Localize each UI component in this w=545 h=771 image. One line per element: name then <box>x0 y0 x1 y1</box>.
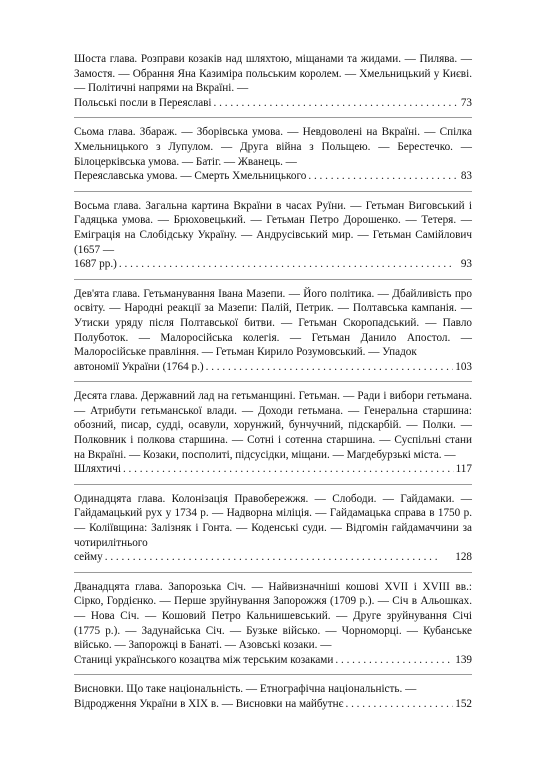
toc-leader-dots <box>206 360 454 375</box>
toc-entry-last-line <box>74 360 472 375</box>
toc-entry-text: Сьома глава. Збараж. — Зборівська умова. — Невдоволені на Вкраїні. — Спілка Хмельницького з Лупулом. — Друга війна з Польщею. — Берестечко. — Білоцерківська умова. — Батіг. — Жванець. — <box>74 126 472 168</box>
toc-entry-chapter-7[interactable] <box>74 125 472 191</box>
toc-leader-dots <box>308 169 458 184</box>
toc-leader-dots <box>119 257 459 272</box>
toc-entry-chapter-8[interactable] <box>74 199 472 280</box>
toc-entry-chapter-12[interactable] <box>74 580 472 676</box>
toc-page-number: 117 <box>455 463 472 476</box>
toc-entry-tail: Шляхтичі <box>74 463 121 476</box>
toc-entry-chapter-6[interactable] <box>74 52 472 118</box>
toc-entry-text: Одинадцята глава. Колонізація Правобережжя. — Слободи. — Гайдамаки. — Гайдамацький рух у 1734 р. — Надворна міліція. — Гайдамацька справа в 1750 р. — Коліївщина: Залізняк і Гонта. — Коденські суди. — Відгомін гайдамаччини за чотирилітнього <box>74 492 472 549</box>
table-of-contents <box>74 52 472 726</box>
toc-entry-tail: Станиці українського козацтва між терським козаками <box>74 653 334 666</box>
toc-entry-last-line <box>74 462 472 477</box>
toc-page-number: 83 <box>460 170 472 183</box>
toc-leader-dots <box>123 462 454 477</box>
toc-leader-dots <box>335 653 453 668</box>
toc-page-number: 73 <box>460 96 472 109</box>
toc-page-number: 93 <box>460 258 472 271</box>
toc-entry-text: Шоста глава. Розправи козаків над шляхтою, міщанами та жидами. — Пилява. — Замостя. — Обрання Яна Казиміра польським королем. — Хмельницький у Києві. — Політичні напрями на Вкраїні. — <box>74 53 472 95</box>
toc-page-number: 128 <box>455 551 472 564</box>
toc-entry-last-line <box>74 96 472 111</box>
toc-entry-text: Висновки. Що таке національність. — Етнографічна національність. — <box>74 683 417 696</box>
toc-entry-last-line <box>74 257 472 272</box>
toc-page-number: 152 <box>455 697 472 710</box>
toc-entry-last-line <box>74 169 472 184</box>
toc-entry-text: Восьма глава. Загальна картина Вкраїни в часах Руїни. — Гетьман Виговський і Гадяцька умова. — Брюховецький. — Гетьман Петро Дорошенко. — Тетеря. — Еміграція на Слобідську Україну. — Андрусівський мир. — Гетьман Самійлович (1657 — <box>74 199 472 256</box>
toc-entry-tail: сейму <box>74 551 103 564</box>
toc-entry-conclusions[interactable] <box>74 682 472 718</box>
toc-entry-tail: автономії України (1764 р.) <box>74 360 204 373</box>
toc-entry-tail: Відродження України в XIX в. — Висновки на майбутнє <box>74 697 344 710</box>
toc-entry-text: Дванадцята глава. Запорозька Січ. — Найвизначніші кошові XVII і XVIII вв.: Сірко, Гордієнко. — Перше зруйнування Запорожжя (1709 р.). — Січ в Альошках. — Нова Січ. — Кошовий Петро Кальнишевський. — Друге зруйнування Січі (1775 р.). — Задунайська Січ. — Бузьке військо. — Чорноморці. — Кубанське військо. — Запорожці в Банаті. — Азовські козаки. — <box>74 580 472 652</box>
toc-entry-tail: Польські посли в Переяславі <box>74 96 212 109</box>
toc-entry-last-line <box>74 697 472 712</box>
toc-entry-last-line <box>74 550 472 565</box>
toc-entry-tail: Переяславська умова. — Смерть Хмельницького <box>74 170 307 183</box>
toc-entry-text: Десята глава. Державний лад на гетьманщині. Гетьман. — Ради і вибори гетьмана. — Атрибути гетьманської влади. — Доходи гетьмана. — Генеральна старшина: обозний, писар, судді, осавули, хорунжий, бунчучний, підскарбій. — Полки. — Полковник і полкова старшина. — Сотні і сотенна старшина. — Суспільні стани на Вкраїні. — Козаки, посполиті, підсусідки, міщани. — Магдебурзькі міста. — <box>74 390 472 461</box>
toc-leader-dots <box>345 697 453 712</box>
toc-entry-tail: 1687 рр.) <box>74 258 117 271</box>
toc-entry-text: Дев'ята глава. Гетьманування Івана Мазепи. — Його політика. — Дбайливість про освіту. — Народні реакції за Мазепи: Палій, Петрик. — Полтавська кампанія. — Утиски уряду після Полтавської битви. — Гетьман Скоропадський. — Павло Полуботок. — Малоросійська колегія. — Гетьман Данило Апостол. — Малоросійське правління. — Гетьман Кирило Розумовський. — Упадок <box>74 287 472 359</box>
toc-entry-chapter-9[interactable] <box>74 287 472 383</box>
toc-entry-chapter-10[interactable] <box>74 389 472 485</box>
toc-entry-last-line <box>74 653 472 668</box>
toc-page-number: 139 <box>455 653 472 666</box>
toc-entry-chapter-11[interactable] <box>74 492 472 573</box>
toc-page-number: 103 <box>455 360 472 373</box>
toc-leader-dots <box>214 96 459 111</box>
toc-leader-dots <box>105 550 453 565</box>
